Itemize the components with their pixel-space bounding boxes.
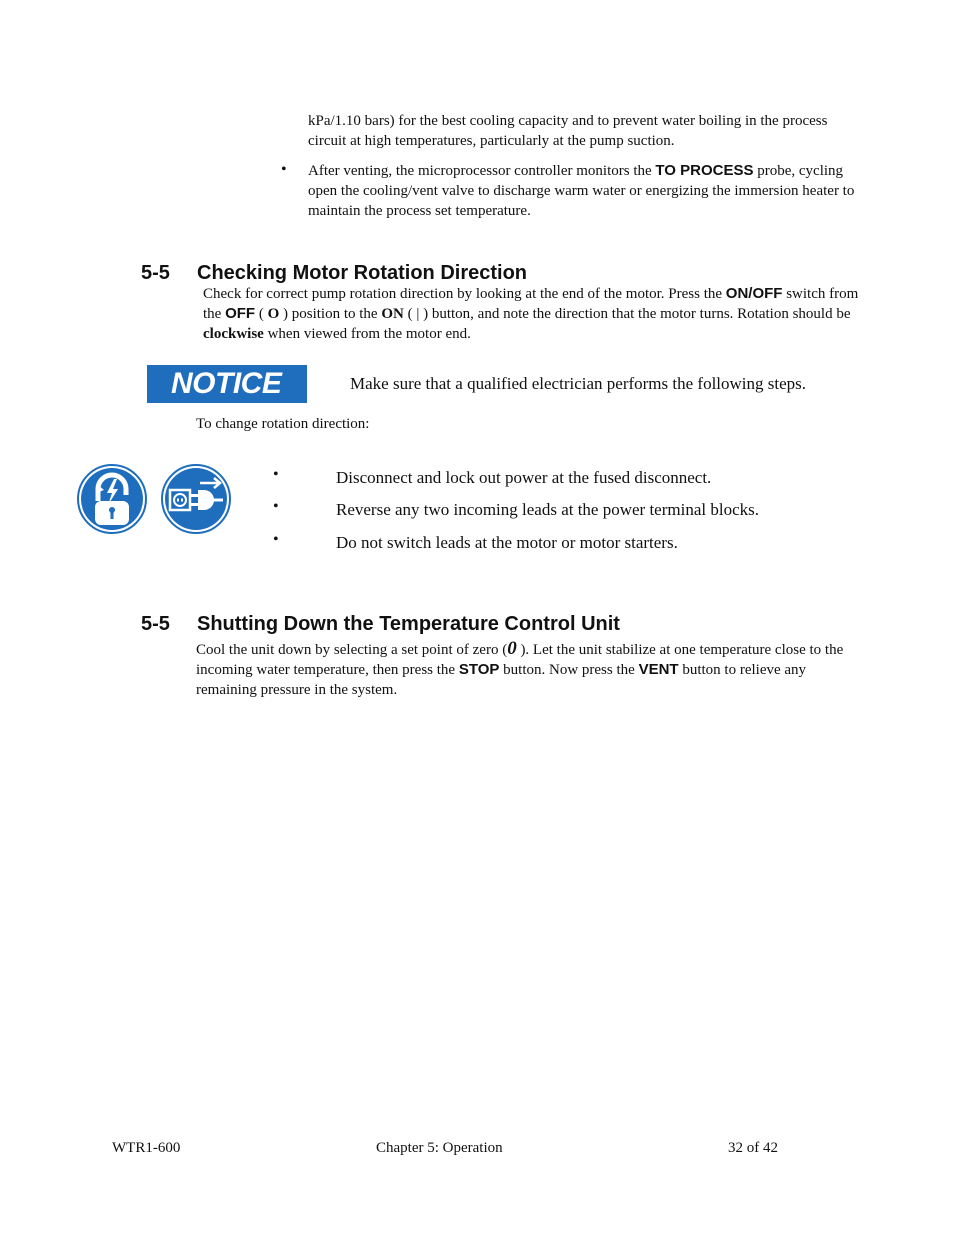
text-run: Check for correct pump rotation direction by looking at the end of the motor. Press the [203,286,726,302]
step-1-bullet: • [273,466,279,483]
step-2-text: Reverse any two incoming leads at the power terminal blocks. [336,500,759,519]
stop-label: STOP [458,661,500,678]
lockout-padlock-icon [76,463,148,535]
section-number: 5-5 [141,262,170,284]
on-label: ON [381,306,404,322]
vent-label: VENT [638,661,679,678]
clockwise-label: clockwise [203,326,264,342]
footer-doc-id: WTR1-600 [112,1140,181,1156]
notice-label: NOTICE [171,367,282,400]
notice-text: Make sure that a qualified electrician performs the following steps. [350,374,807,393]
text-run: ( [255,306,268,322]
text-run: ) position to the [279,306,382,322]
off-label: OFF [225,305,256,322]
text-run: button to relieve any remaining pressure in the system. [196,662,807,698]
footer-page-number: 32 of 42 [728,1140,778,1156]
text-run: button. Now press the [499,662,639,678]
footer-chapter: Chapter 5: Operation [376,1140,503,1156]
shutdown-paragraph [196,639,868,700]
change-direction-intro: To change rotation direction: [196,416,370,432]
text-run: switch from the [203,286,859,322]
zero-label: 0 [507,638,517,659]
notice-badge [147,365,307,403]
section-number: 5-5 [141,613,170,635]
text-run: ). Let the unit stabilize at one temperature close to the incoming water temperature, then press the [196,642,844,678]
intro-bullet-post: probe, cycling open the cooling/vent valve to discharge warm water or energizing the immersion heater to maintain the process set temperature. [308,163,855,219]
motor-rotation-paragraph [203,284,873,344]
onoff-label: ON/OFF [725,285,783,302]
step-2-bullet: • [273,498,279,515]
section-title: Checking Motor Rotation Direction [197,262,527,284]
o-label: O [267,306,280,322]
intro-bullet-pre: After venting, the microprocessor controller monitors the [308,163,656,179]
section-heading-motor-rotation [141,261,527,285]
to-process-label: TO PROCESS [655,162,754,179]
disconnect-plug-icon [160,463,232,535]
step-1-text: Disconnect and lock out power at the fused disconnect. [336,468,712,487]
intro-text: kPa/1.10 bars) for the best cooling capacity and to prevent water boiling in the process circuit at high temperatures, particularly at the pump suction. [308,113,828,149]
intro-bullet-symbol: • [281,161,287,178]
intro-paragraph [308,111,868,151]
text-run: when viewed from the motor end. [263,326,471,342]
intro-bullet-paragraph [308,161,873,221]
text-run: Cool the unit down by selecting a set point of zero ( [196,642,508,658]
step-3-bullet: • [273,531,279,548]
section-title: Shutting Down the Temperature Control Unit [197,613,620,635]
step-3-text: Do not switch leads at the motor or motor starters. [336,533,678,552]
text-run: ( | ) button, and note the direction that the motor turns. Rotation should be [403,306,851,322]
section-heading-shutting-down [141,612,620,636]
